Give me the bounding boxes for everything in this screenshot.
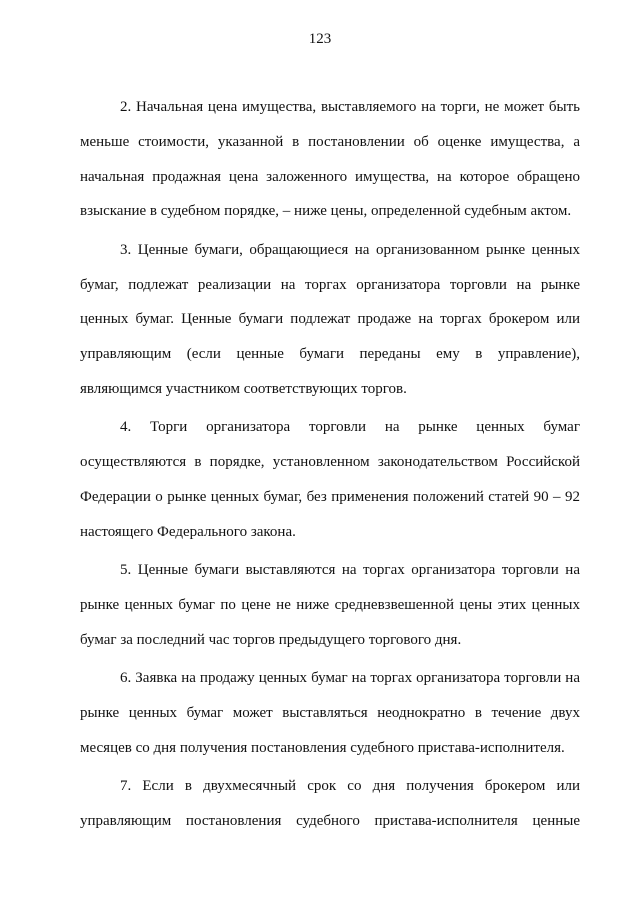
paragraph-line: рынке ценных бумаг по цене не ниже средневзвешенной цены этих ценных bbox=[80, 596, 580, 613]
paragraph-line: 4. Торги организатора торговли на рынке ценных бумаг bbox=[120, 419, 580, 436]
paragraph-line: управляющим (если ценные бумаги переданы ему в управление), bbox=[80, 346, 580, 363]
paragraph-line: 6. Заявка на продажу ценных бумаг на торгах организатора торговли на bbox=[120, 670, 580, 687]
paragraph-line: управляющим постановления судебного пристава-исполнителя ценные bbox=[80, 812, 580, 829]
paragraph-p2 bbox=[80, 90, 580, 229]
paragraph-line: бумаг за последний час торгов предыдущего торгового дня. bbox=[80, 631, 462, 648]
paragraph-p5 bbox=[80, 553, 580, 657]
paragraph-p3 bbox=[80, 233, 580, 407]
paragraph-line: настоящего Федерального закона. bbox=[80, 523, 296, 540]
paragraph-line: 2. Начальная цена имущества, выставляемого на торги, не может быть bbox=[120, 99, 580, 115]
paragraph-line: бумаг, подлежат реализации на торгах организатора торговли на рынке bbox=[80, 276, 580, 293]
paragraph-line: ценных бумаг. Ценные бумаги подлежат продаже на торгах брокером или bbox=[80, 311, 580, 328]
paragraph-line: взыскание в судебном порядке, – ниже цены, определенной судебным актом. bbox=[80, 203, 572, 220]
paragraph-p7 bbox=[80, 769, 580, 839]
paragraph-line: начальная продажная цена заложенного имущества, на которое обращено bbox=[80, 168, 580, 185]
paragraph-line: являющимся участником соответствующих торгов. bbox=[80, 380, 407, 397]
paragraph-line: меньше стоимости, указанной в постановлении об оценке имущества, а bbox=[80, 133, 580, 150]
paragraph-line: рынке ценных бумаг может выставляться неоднократно в течение двух bbox=[80, 704, 580, 721]
paragraph-line: месяцев со дня получения постановления судебного пристава-исполнителя. bbox=[80, 739, 565, 756]
paragraph-line: Федерации о рынке ценных бумаг, без применения положений статей 90 – 92 bbox=[80, 488, 580, 505]
paragraph-line: 5. Ценные бумаги выставляются на торгах организатора торговли на bbox=[120, 562, 580, 579]
page-number: 123 bbox=[308, 31, 332, 47]
paragraph-line: 7. Если в двухмесячный срок со дня получения брокером или bbox=[120, 778, 580, 795]
paragraph-line: осуществляются в порядке, установленном законодательством Российской bbox=[80, 454, 580, 471]
document-body bbox=[80, 90, 580, 842]
paragraph-p6 bbox=[80, 661, 580, 765]
paragraph-p4 bbox=[80, 410, 580, 549]
paragraph-line: 3. Ценные бумаги, обращающиеся на организованном рынке ценных bbox=[120, 241, 580, 258]
